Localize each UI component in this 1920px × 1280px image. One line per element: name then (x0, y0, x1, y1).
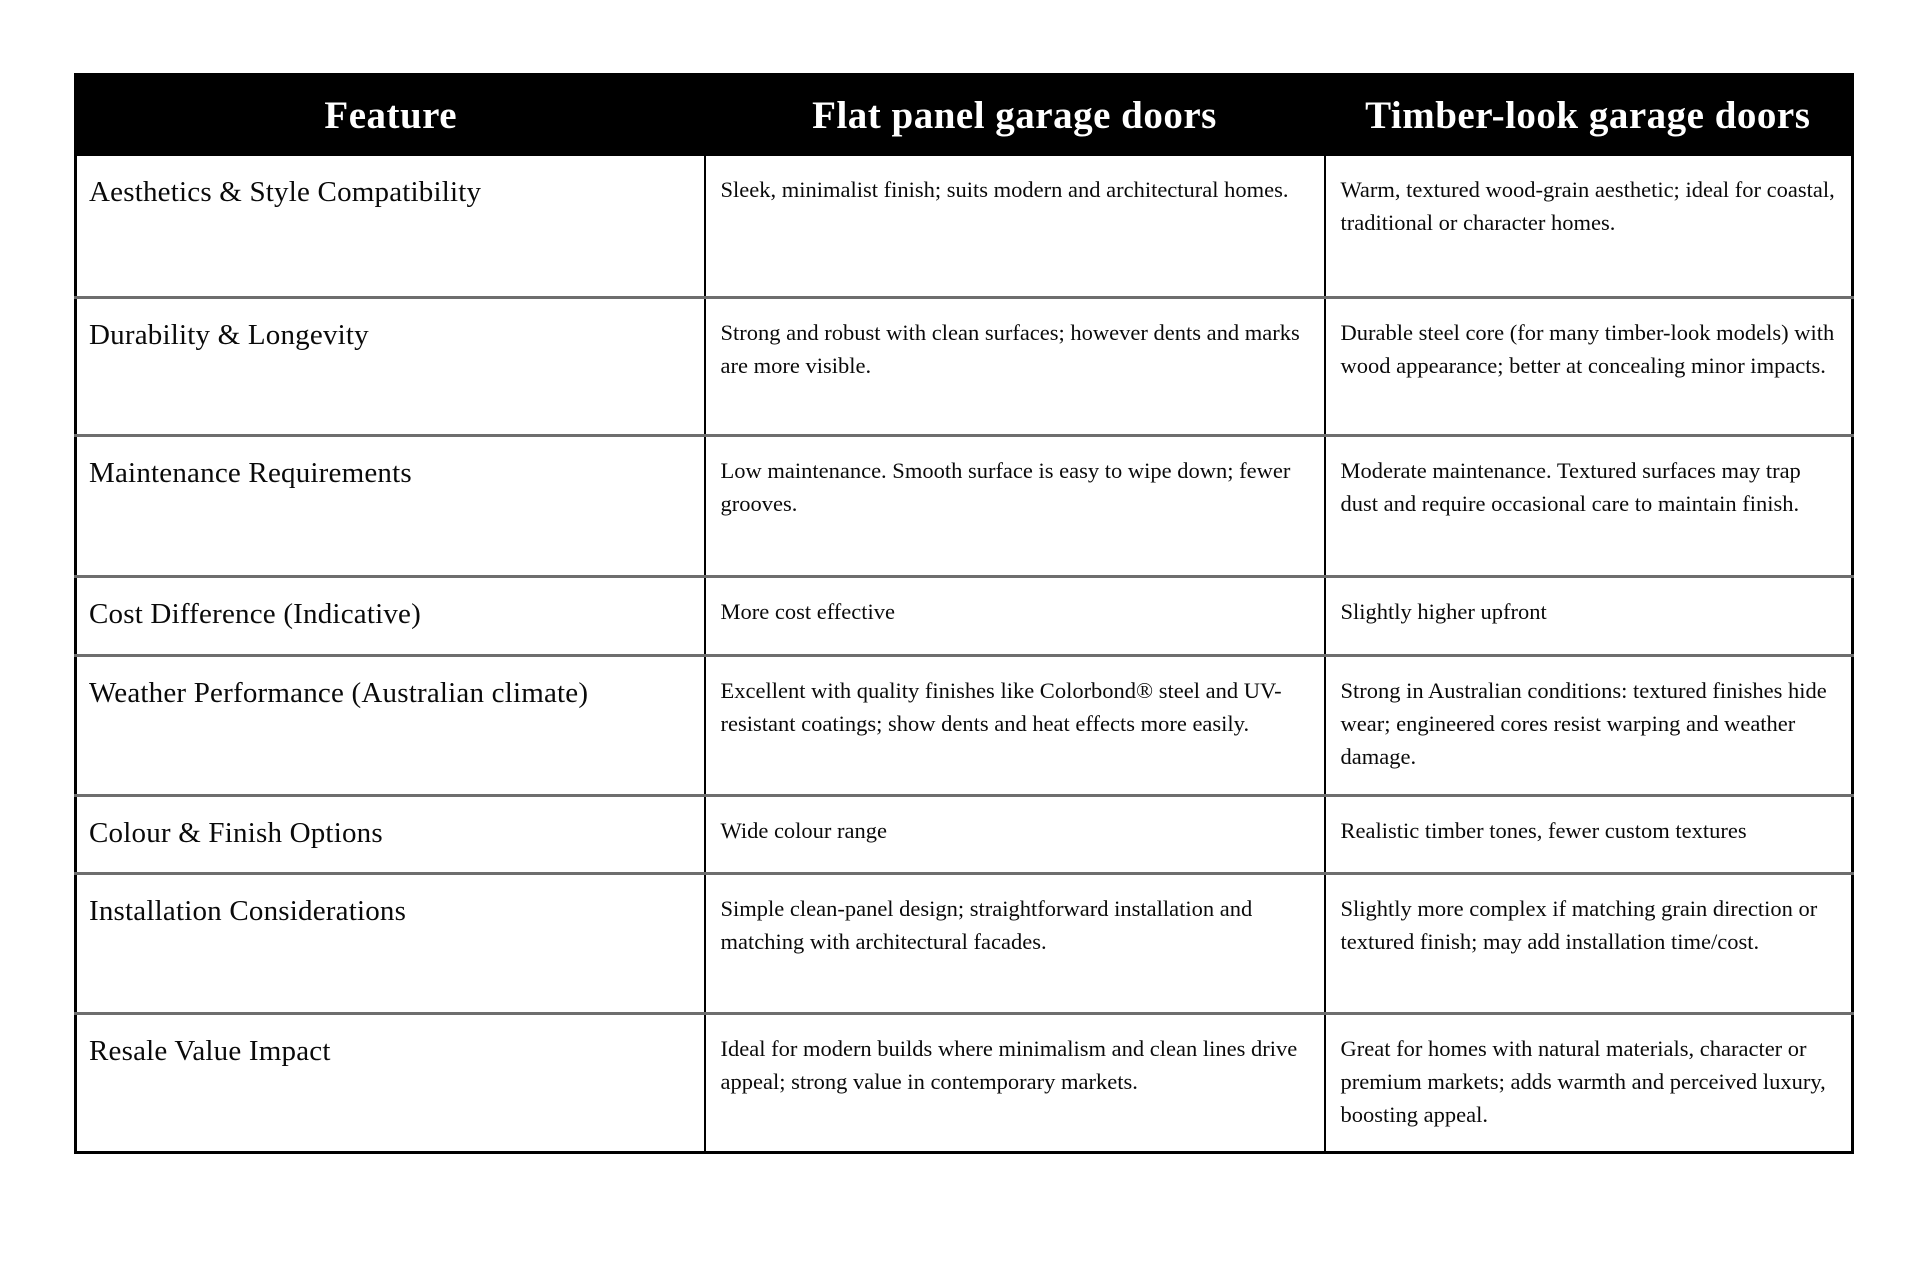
timber-look-cell: Great for homes with natural materials, character or premium markets; adds warmth and perceived luxury, boosting appeal. (1325, 1013, 1853, 1152)
table-body (76, 155, 1853, 1152)
table-row (76, 576, 1853, 655)
table-row (76, 297, 1853, 435)
timber-look-cell: Warm, textured wood-grain aesthetic; ideal for coastal, traditional or character homes. (1325, 155, 1853, 297)
timber-look-cell: Durable steel core (for many timber-look models) with wood appearance; better at concealing minor impacts. (1325, 297, 1853, 435)
header-flat-panel: Flat panel garage doors (705, 75, 1325, 156)
flat-panel-cell: Sleek, minimalist finish; suits modern and architectural homes. (705, 155, 1325, 297)
feature-cell: Colour & Finish Options (76, 795, 705, 873)
feature-cell: Maintenance Requirements (76, 435, 705, 576)
timber-look-cell: Realistic timber tones, fewer custom textures (1325, 795, 1853, 873)
flat-panel-cell: Ideal for modern builds where minimalism and clean lines drive appeal; strong value in contemporary markets. (705, 1013, 1325, 1152)
header-row (76, 75, 1853, 156)
table-header (76, 75, 1853, 156)
table-row (76, 155, 1853, 297)
flat-panel-cell: Wide colour range (705, 795, 1325, 873)
table-row (76, 1013, 1853, 1152)
table-row (76, 435, 1853, 576)
flat-panel-cell: Simple clean-panel design; straightforward installation and matching with architectural facades. (705, 873, 1325, 1013)
timber-look-cell: Moderate maintenance. Textured surfaces may trap dust and require occasional care to maintain finish. (1325, 435, 1853, 576)
flat-panel-cell: Excellent with quality finishes like Colorbond® steel and UV-resistant coatings; show dents and heat effects more easily. (705, 655, 1325, 795)
flat-panel-cell: Low maintenance. Smooth surface is easy to wipe down; fewer grooves. (705, 435, 1325, 576)
table-row (76, 795, 1853, 873)
timber-look-cell: Strong in Australian conditions: textured finishes hide wear; engineered cores resist warping and weather damage. (1325, 655, 1853, 795)
feature-cell: Resale Value Impact (76, 1013, 705, 1152)
feature-cell: Installation Considerations (76, 873, 705, 1013)
timber-look-cell: Slightly more complex if matching grain direction or textured finish; may add installation time/cost. (1325, 873, 1853, 1013)
table-row (76, 873, 1853, 1013)
comparison-table (74, 73, 1854, 1154)
flat-panel-cell: Strong and robust with clean surfaces; however dents and marks are more visible. (705, 297, 1325, 435)
flat-panel-cell: More cost effective (705, 576, 1325, 655)
feature-cell: Cost Difference (Indicative) (76, 576, 705, 655)
header-timber-look: Timber-look garage doors (1325, 75, 1853, 156)
feature-cell: Durability & Longevity (76, 297, 705, 435)
timber-look-cell: Slightly higher upfront (1325, 576, 1853, 655)
table-row (76, 655, 1853, 795)
feature-cell: Aesthetics & Style Compatibility (76, 155, 705, 297)
header-feature: Feature (76, 75, 705, 156)
feature-cell: Weather Performance (Australian climate) (76, 655, 705, 795)
